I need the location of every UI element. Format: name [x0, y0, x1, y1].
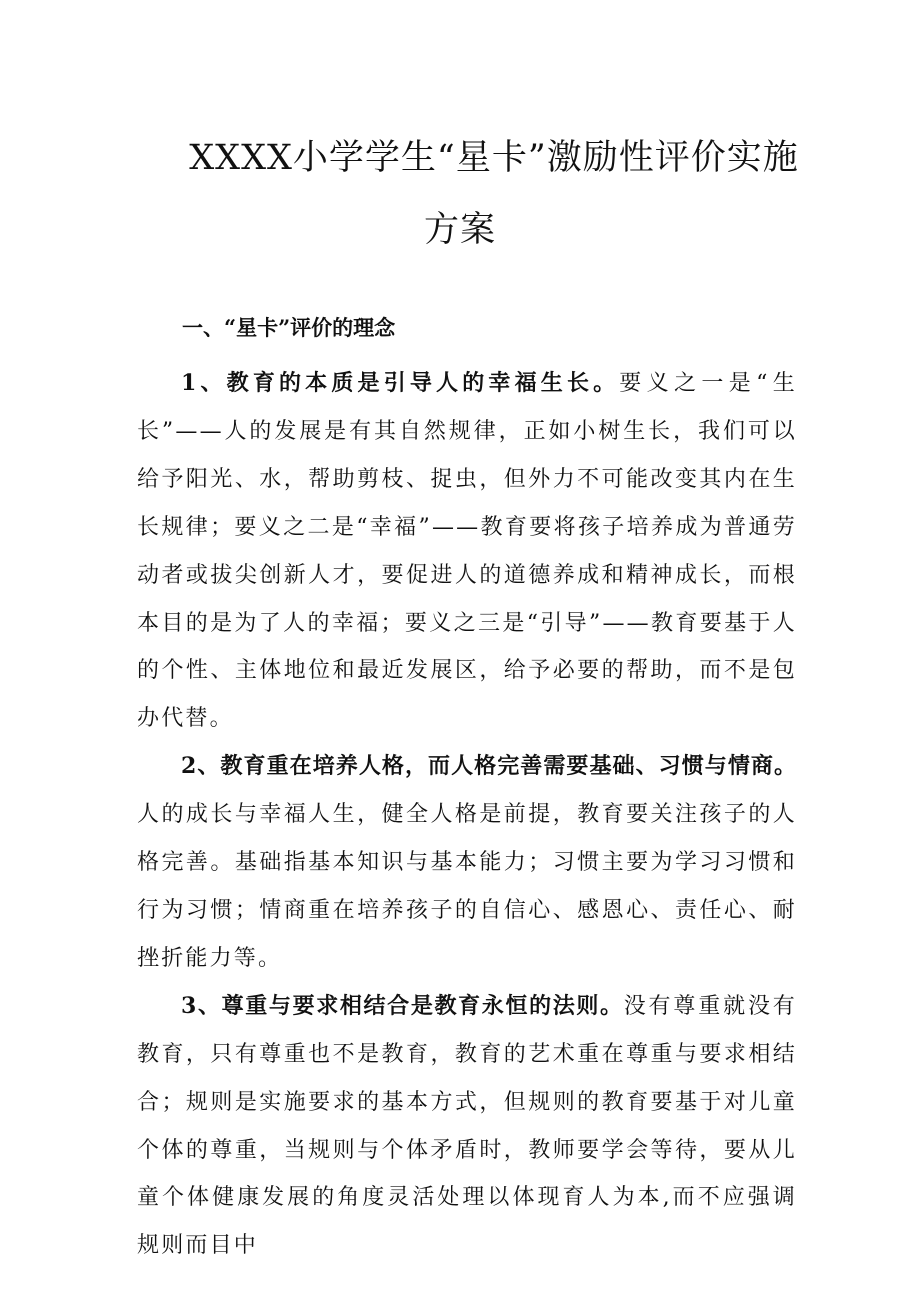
paragraph-2 — [137, 743, 797, 983]
document-title-line2: 方案 — [423, 210, 496, 250]
paragraph-1-lead: 1、教育的本质是引导人的幸福生长。 — [181, 370, 620, 396]
document-title-line1: XXXX小学学生“星卡”激励性评价实施 — [189, 138, 799, 178]
paragraph-2-lead: 2、教育重在培养人格，而人格完善需要基础、习惯与情商。 — [181, 753, 797, 780]
paragraph-1 — [137, 360, 797, 743]
paragraph-2-body: 人的成长与幸福人生，健全人格是前提，教育要关注孩子的人格完善。基础指基本知识与基本能力；习惯主要为学习习惯和行为习惯；情商重在培养孩子的自信心、感恩心、责任心、耐挫折能力等。 — [137, 802, 797, 971]
document-body — [137, 360, 797, 1270]
section-heading: 一、“星卡”评价的理念 — [182, 315, 396, 340]
paragraph-3-lead: 3、尊重与要求相结合是教育永恒的法则。 — [181, 992, 624, 1019]
paragraph-1-body: 要义之一是“生长”——人的发展是有其自然规律，正如小树生长，我们可以给予阳光、水，帮助剪枝、捉虫，但外力不可能改变其内在生长规律；要义之二是“幸福”——教育要将孩子培养成为普通劳动者或拔尖创新人才，要促进人的道德养成和精神成长，而根本目的是为了人的幸福；要义之三是“引导”——教育要基于人的个性、主体地位和最近发展区，给予必要的帮助，而不是包办代替。 — [137, 371, 797, 732]
paragraph-3-body: 没有尊重就没有教育，只有尊重也不是教育，教育的艺术重在尊重与要求相结合；规则是实施要求的基本方式，但规则的教育要基于对儿童个体的尊重，当规则与个体矛盾时，教师要学会等待，要从儿童个体健康发展的角度灵活处理以体现育人为本,而不应强调规则而目中 — [137, 993, 797, 1259]
paragraph-3 — [137, 983, 797, 1270]
